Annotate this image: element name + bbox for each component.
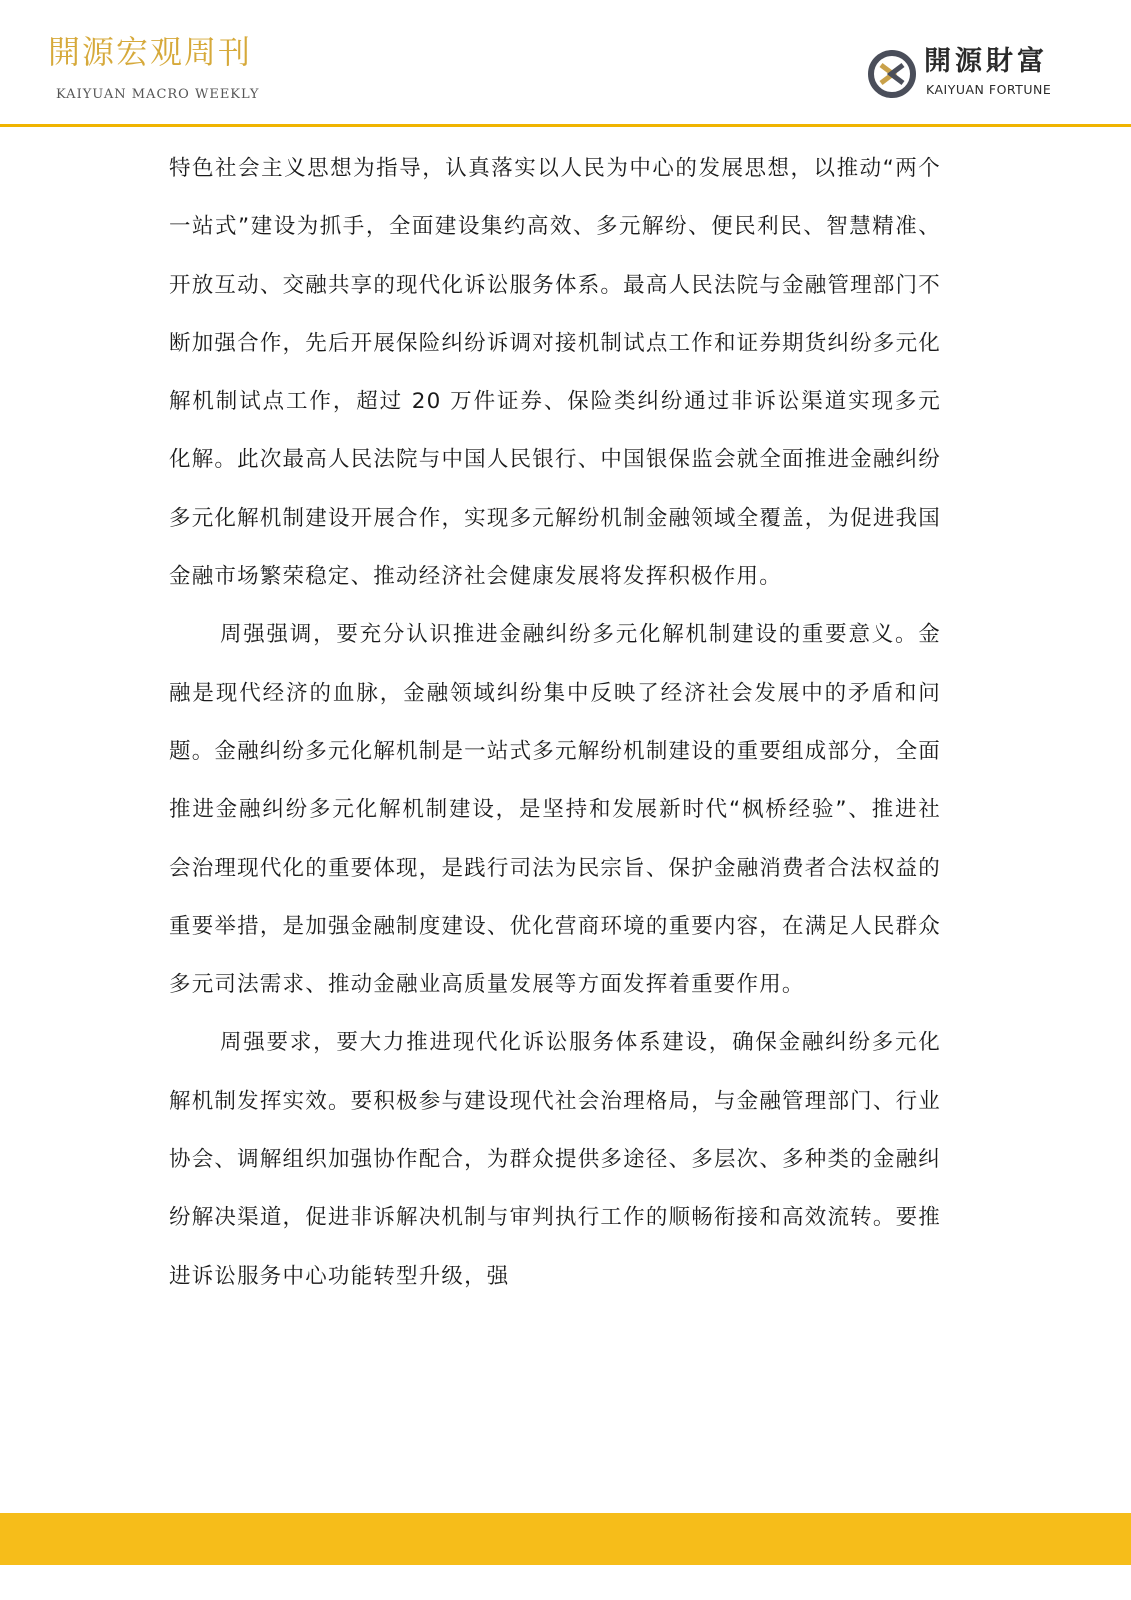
kaiyuan-logo-icon [866, 48, 918, 100]
paragraph: 周强强调，要充分认识推进金融纠纷多元化解机制建设的重要意义。金融是现代经济的血脉，金融领域纠纷集中反映了经济社会发展中的矛盾和问题。金融纠纷多元化解机制是一站式多元解纷机制建设的重要组成部分，全面推进金融纠纷多元化解机制建设，是坚持和发展新时代“枫桥经验”、推进社会治理现代化的重要体现，是践行司法为民宗旨、保护金融消费者合法权益的重要举措，是加强金融制度建设、优化营商环境的重要内容，在满足人民群众多元司法需求、推动金融业高质量发展等方面发挥着重要作用。 [169, 622, 941, 998]
publication-subtitle: KAIYUAN MACRO WEEKLY [56, 87, 260, 102]
paragraph: 周强要求，要大力推进现代化诉讼服务体系建设，确保金融纠纷多元化解机制发挥实效。要积极参与建设现代社会治理格局，与金融管理部门、行业协会、调解组织加强协作配合，为群众提供多途径、多层次、多种类的金融纠纷解决渠道，促进非诉解决机制与审判执行工作的顺畅衔接和高效流转。要推进诉讼服务中心功能转型升级，强 [169, 1030, 941, 1289]
page-header [0, 0, 1131, 128]
logo-name-en: KAIYUAN FORTUNE [926, 82, 1052, 97]
paragraph-continued: 特色社会主义思想为指导，认真落实以人民为中心的发展思想，以推动“两个一站式”建设为抓手，全面建设集约高效、多元解纷、便民利民、智慧精准、开放互动、交融共享的现代化诉讼服务体系。最高人民法院与金融管理部门不断加强合作，先后开展保险纠纷诉调对接机制试点工作和证券期货纠纷多元化解机制试点工作，超过 20 万件证券、保险类纠纷通过非诉讼渠道实现多元化解。此次最高人民法院与中国人民银行、中国银保监会就全面推进金融纠纷多元化解机制建设开展合作，实现多元解纷机制金融领域全覆盖，为促进我国金融市场繁荣稳定、推动经济社会健康发展将发挥积极作用。 [169, 156, 941, 590]
footer-bar [0, 1513, 1131, 1565]
publication-title: 開源宏观周刊 [48, 33, 253, 71]
header-divider [0, 124, 1131, 127]
logo-name-cn: 開源財富 [924, 46, 1048, 77]
article-body [169, 140, 941, 1306]
kaiyuan-fortune-logo [866, 46, 1096, 106]
